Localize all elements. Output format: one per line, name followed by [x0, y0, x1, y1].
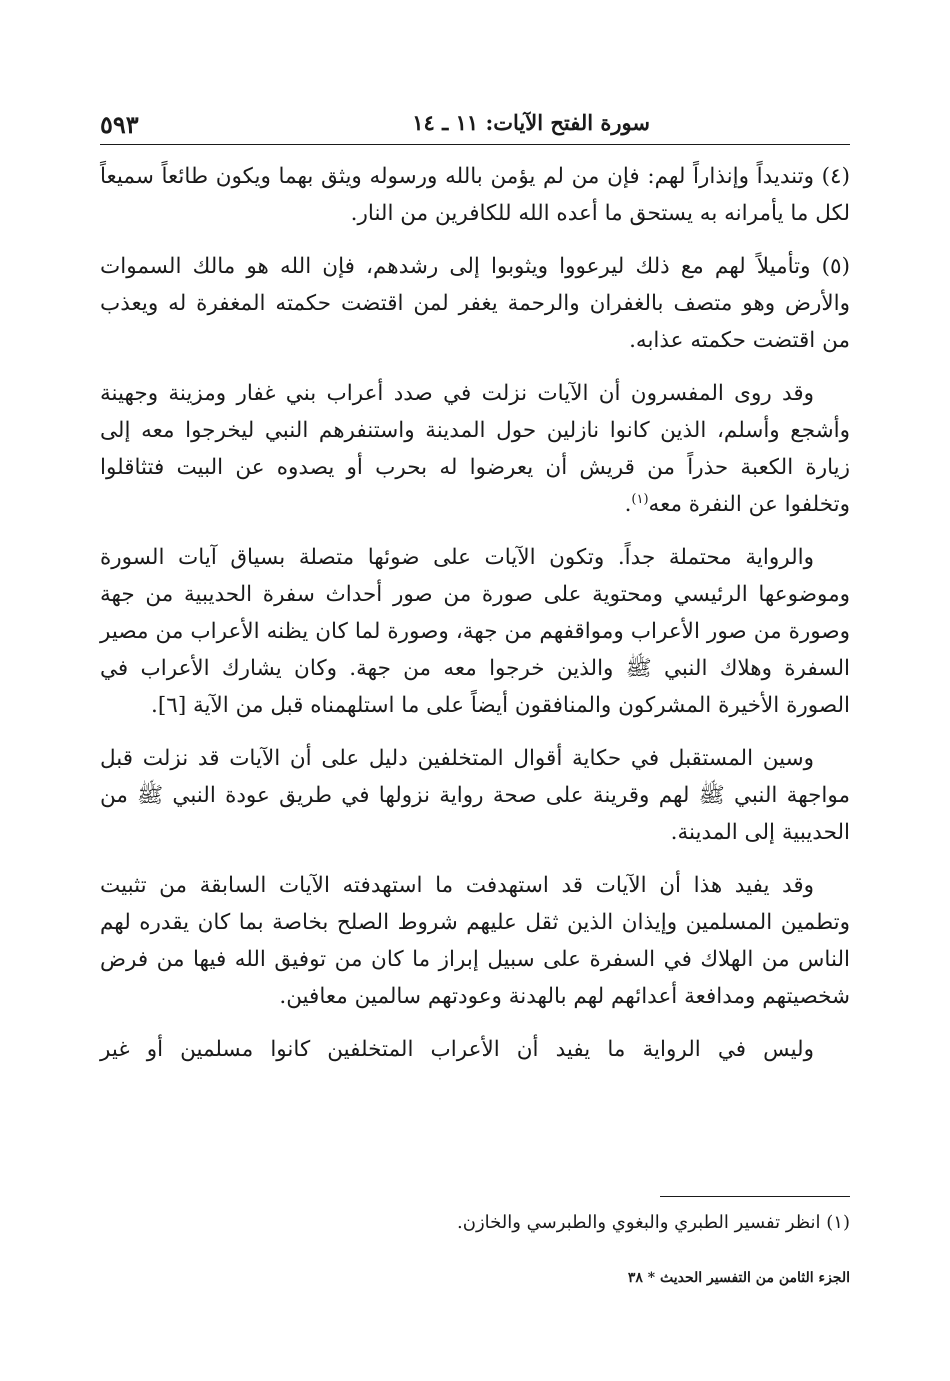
body-text [100, 158, 850, 1068]
footnote-rule [660, 1196, 850, 1197]
paragraph-point-4: (٤) وتنديداً وإنذاراً لهم: فإن من لم يؤمن بالله ورسوله ويثق بهما ويكون طائعاً سميعاً لكل ما يأمرانه به يستحق ما أعده الله للكافرين من النار. [100, 164, 850, 226]
book-page [100, 100, 850, 1300]
page-number: ٥٩٣ [100, 110, 139, 139]
footnote-reference: (١) [631, 491, 649, 507]
footnote: (١) انظر تفسير الطبري والبغوي والطبرسي والخازن. [457, 1212, 850, 1233]
paragraph-implication: وقد يفيد هذا أن الآيات قد استهدفت ما استهدفته الآيات السابقة من تثبيت وتطمين المسلمين وإيذان الذين ثقل عليهم شروط الصلح بخاصة بما كان يقدره لهم الناس من الهلاك في السفرة على سبيل إبراز ما كان من توفيق الله فيها من فرض شخصيتهم ومدافعة أعدائهم لهم بالهدنة وعودتهم سالمين معافين. [100, 873, 850, 1009]
paragraph-narration-tail: . [624, 492, 632, 517]
header-rule [100, 144, 850, 145]
paragraph-narration-text: وقد روى المفسرون أن الآيات نزلت في صدد أعراب بني غفار ومزينة وجهينة وأشجع وأسلم، الذين كانوا نازلين حول المدينة واستنفرهم النبي ليخرجوا معه إلى زيارة الكعبة حذراً من قريش أن يعرضوا له بحرب أو يصدوه عن البيت فتثاقلوا وتخلفوا عن النفرة معه [100, 381, 850, 517]
paragraph-probability: والرواية محتملة جداً. وتكون الآيات على ضوئها متصلة بسياق آيات السورة وموضوعها الرئيسي ومحتوية على صورة من صور أحداث سفرة الحديبية من جهة وصورة من صور الأعراب ومواقفهم من جهة، وصورة لما كان يظنه الأعراب من مصير السفرة وهلاك النبي ﷺ والذين خرجوا معه من جهة. وكان يشارك الأعراب في الصورة الأخيرة المشركون والمنافقون أيضاً على ما استلهمناه قبل من الآية [٦]. [100, 545, 850, 718]
printer-signature: الجزء الثامن من التفسير الحديث * ٣٨ [627, 1270, 850, 1286]
paragraph-continued: وليس في الرواية ما يفيد أن الأعراب المتخلفين كانوا مسلمين أو غير [100, 1037, 814, 1062]
paragraph-future-tense: وسين المستقبل في حكاية أقوال المتخلفين دليل على أن الآيات قد نزلت قبل مواجهة النبي ﷺ لهم وقرينة على صحة رواية نزولها في طريق عودة النبي ﷺ من الحديبية إلى المدينة. [100, 746, 850, 845]
paragraph-point-5: (٥) وتأميلاً لهم مع ذلك ليرعووا ويثوبوا إلى رشدهم، فإن الله هو مالك السموات والأرض وهو متصف بالغفران والرحمة يغفر لمن اقتضت حكمته المغفرة له ويعذب من اقتضت حكمته عذابه. [100, 254, 850, 353]
page-header [100, 110, 850, 144]
paragraph-narration [100, 375, 850, 523]
running-title: سورة الفتح الآيات: ١١ ـ ١٤ [412, 110, 650, 135]
